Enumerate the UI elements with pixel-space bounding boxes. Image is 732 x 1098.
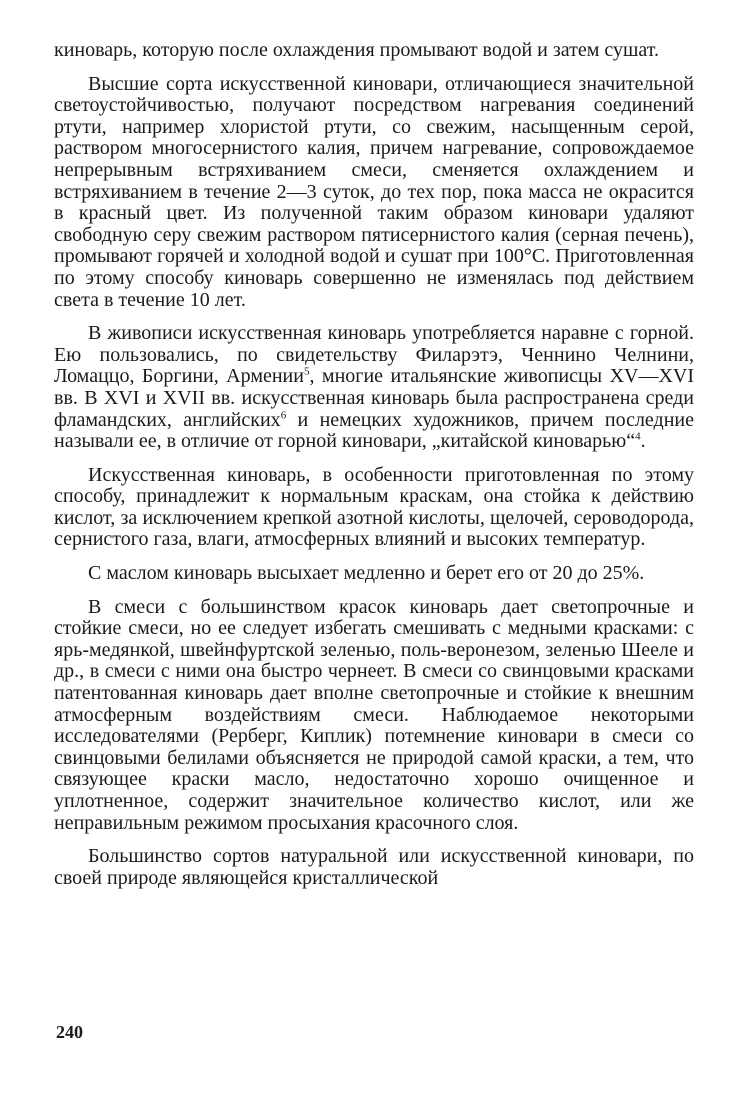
paragraph-text: В живописи искусственная киноварь употребляется наравне с горной. Ею пользовались, по свидетельству Филарэтэ, Ченнино Челнини, Ломаццо, Боргини, Армении bbox=[54, 322, 694, 388]
paragraph-crystalline: Большинство сортов натуральной или искусственной киновари, по своей природе являющейся кристаллической bbox=[54, 845, 694, 889]
footnote-marker: 4 bbox=[635, 430, 641, 443]
paragraph-mixtures: В смеси с большинством красок киноварь дает светопрочные и стойкие смеси, но ее следует избегать смешивать с медными красками: с ярь-медянкой, швейнфуртской зеленью, поль-веронезом, зеленью Шееле и др., в смеси с ними она быстро чернеет. В смеси со свинцовыми красками патентованная киноварь дает вполне светопрочные и стойкие к внешним атмосферным воздействиям смеси. Наблюдаемое некоторыми исследователями (Рерберг, Киплик) потемнение киновари в смеси со свинцовыми белилами объясняется не природой самой краски, а тем, что связующее краски масло, недостаточно хорошо очищенное и уплотненное, содержит значительное количество кислот, или же неправильным режимом просыхания красочного слоя. bbox=[54, 595, 694, 834]
paragraph-text: и немецких художников, причем последние называли ее, в отличие от горной киновари, „китайской киноварью“ bbox=[54, 408, 694, 453]
paragraph-high-grade-cinnabar: Высшие сорта искусственной киновари, отличающиеся значительной светоустойчивостью, получают посредством нагревания соединений ртути, например хлористой ртути, со свежим, насыщенным серой, раствором многосернистого калия, причем нагревание, сопровождаемое непрерывным встряхиванием смеси, сменяется охлаждением и встряхиванием в течение 2—3 суток, до тех пор, пока масса не окрасится в красный цвет. Из полученной таким образом киновари удаляют свободную серу свежим раствором пятисернистого калия (серная печень), промывают горячей и холодной водой и сушат при 100°С. Приготовленная по этому способу киноварь совершенно не изменялась под действием света в течение 10 лет. bbox=[54, 72, 694, 311]
page-number: 240 bbox=[56, 1022, 83, 1042]
paragraph-text: . bbox=[640, 430, 646, 453]
paragraph-stability: Искусственная киноварь, в особенности приготовленная по этому способу, принадлежит к нормальным краскам, она стойка к действию кислот, за исключением крепкой азотной кислоты, щелочей, сероводорода, сернистого газа, влаги, атмосферных влияний и высоких температур. bbox=[54, 463, 694, 551]
paragraph-oil-drying: С маслом киноварь высыхает медленно и берет его от 20 до 25%. bbox=[88, 562, 645, 585]
paragraph-continuation: киноварь, которую после охлаждения промывают водой и затем сушат. bbox=[54, 39, 660, 61]
footnote-marker: 6 bbox=[280, 408, 287, 421]
paragraph-text: , многие итальянские живописцы XV—XVI вв. В XVI и XVII вв. искусственная киноварь была распространена среди фламандских, английских bbox=[54, 365, 694, 431]
book-page bbox=[54, 40, 694, 889]
footnote-marker: 5 bbox=[303, 365, 310, 378]
paragraph-painting-usage bbox=[54, 323, 694, 453]
